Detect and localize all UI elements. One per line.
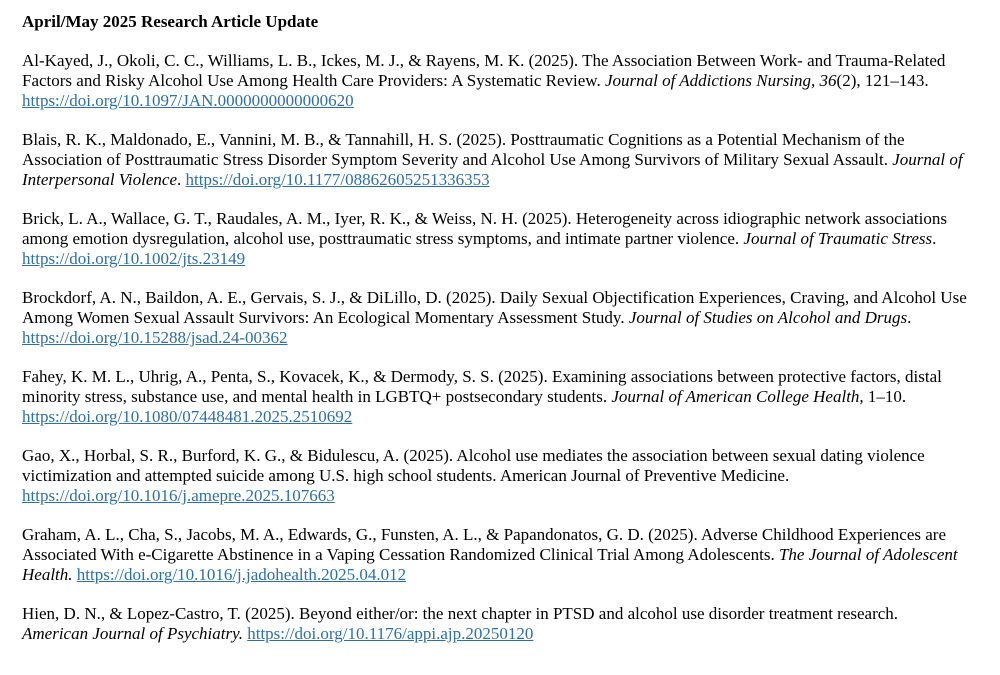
reference-journal: Journal of Interpersonal Violence — [22, 150, 963, 189]
reference-item — [22, 525, 967, 585]
reference-item — [22, 51, 967, 111]
reference-authors-title: Blais, R. K., Maldonado, E., Vannini, M. B., & Tannahill, H. S. (2025). Posttraumatic Cognitions as a Potential Mechanism of the Association of Posttraumatic Stress Disorder Symptom Severity and Alcohol Use Among Survivors of Military Sexual Assault. — [22, 130, 905, 169]
reference-item — [22, 367, 967, 427]
reference-item — [22, 130, 967, 190]
reference-journal: Journal of Studies on Alcohol and Drugs — [628, 308, 908, 327]
reference-authors-title: Gao, X., Horbal, S. R., Burford, K. G., & Bidulescu, A. (2025). Alcohol use mediates the association between sexual dating violence victimization and attempted suicide among U.S. high school students. American Journal of Preventive Medicine. — [22, 446, 925, 485]
reference-doi-link[interactable]: https://doi.org/10.1097/JAN.0000000000000620 — [22, 91, 354, 110]
reference-journal: Journal of Addictions Nursing, 36 — [604, 71, 837, 90]
reference-tail: (2), 121–143. — [836, 71, 929, 90]
reference-item — [22, 209, 967, 269]
reference-journal: The Journal of Adolescent Health. — [22, 545, 958, 584]
reference-doi-link[interactable]: https://doi.org/10.1002/jts.23149 — [22, 249, 246, 268]
reference-tail: . — [932, 229, 937, 248]
reference-tail: . — [907, 308, 912, 327]
reference-doi-link[interactable]: https://doi.org/10.1176/appi.ajp.20250120 — [247, 624, 534, 643]
reference-authors-title: Brick, L. A., Wallace, G. T., Raudales, A. M., Iyer, R. K., & Weiss, N. H. (2025). Heterogeneity across idiographic network associations among emotion dysregulation, alcohol use, posttraumatic stress symptoms, and intimate partner violence. — [22, 209, 947, 248]
reference-item — [22, 446, 967, 506]
reference-journal: Journal of Traumatic Stress — [743, 229, 933, 248]
reference-authors-title: Hien, D. N., & Lopez-Castro, T. (2025). Beyond either/or: the next chapter in PTSD and alcohol use disorder treatment research. — [22, 604, 899, 623]
reference-authors-title: Graham, A. L., Cha, S., Jacobs, M. A., Edwards, G., Funsten, A. L., & Papandonatos, G. D. (2025). Adverse Childhood Experiences are Associated With e-Cigarette Abstinence in a Vaping Cessation Randomized Clinical Trial Among Adolescents. — [22, 525, 947, 564]
reference-doi-link[interactable]: https://doi.org/10.1177/08862605251336353 — [185, 170, 490, 189]
reference-tail: . — [177, 170, 186, 189]
reference-journal: Journal of American College Health, — [611, 387, 864, 406]
reference-tail: 1–10. — [863, 387, 907, 406]
reference-authors-title: Fahey, K. M. L., Uhrig, A., Penta, S., Kovacek, K., & Dermody, S. S. (2025). Examining associations between protective factors, distal minority stress, substance use, and mental health in LGBTQ+ postsecondary students. — [22, 367, 942, 406]
reference-item — [22, 604, 967, 644]
reference-authors-title: Brockdorf, A. N., Baildon, A. E., Gervais, S. J., & DiLillo, D. (2025). Daily Sexual Objectification Experiences, Craving, and Alcohol Use Among Women Sexual Assault Survivors: An Ecological Momentary Assessment Study. — [22, 288, 967, 327]
reference-doi-link[interactable]: https://doi.org/10.1016/j.amepre.2025.107663 — [22, 486, 335, 505]
reference-doi-link[interactable]: https://doi.org/10.15288/jsad.24-00362 — [22, 328, 288, 347]
reference-doi-link[interactable]: https://doi.org/10.1016/j.jadohealth.2025.04.012 — [76, 565, 407, 584]
page-title: April/May 2025 Research Article Update — [22, 12, 319, 31]
reference-authors-title: Al-Kayed, J., Okoli, C. C., Williams, L. B., Ickes, M. J., & Rayens, M. K. (2025). The Association Between Work- and Trauma-Related Factors and Risky Alcohol Use Among Health Care Providers: A Systematic Review. — [22, 51, 946, 90]
reference-doi-link[interactable]: https://doi.org/10.1080/07448481.2025.2510692 — [22, 407, 353, 426]
reference-journal: American Journal of Psychiatry. — [22, 624, 243, 643]
reference-item — [22, 288, 967, 348]
